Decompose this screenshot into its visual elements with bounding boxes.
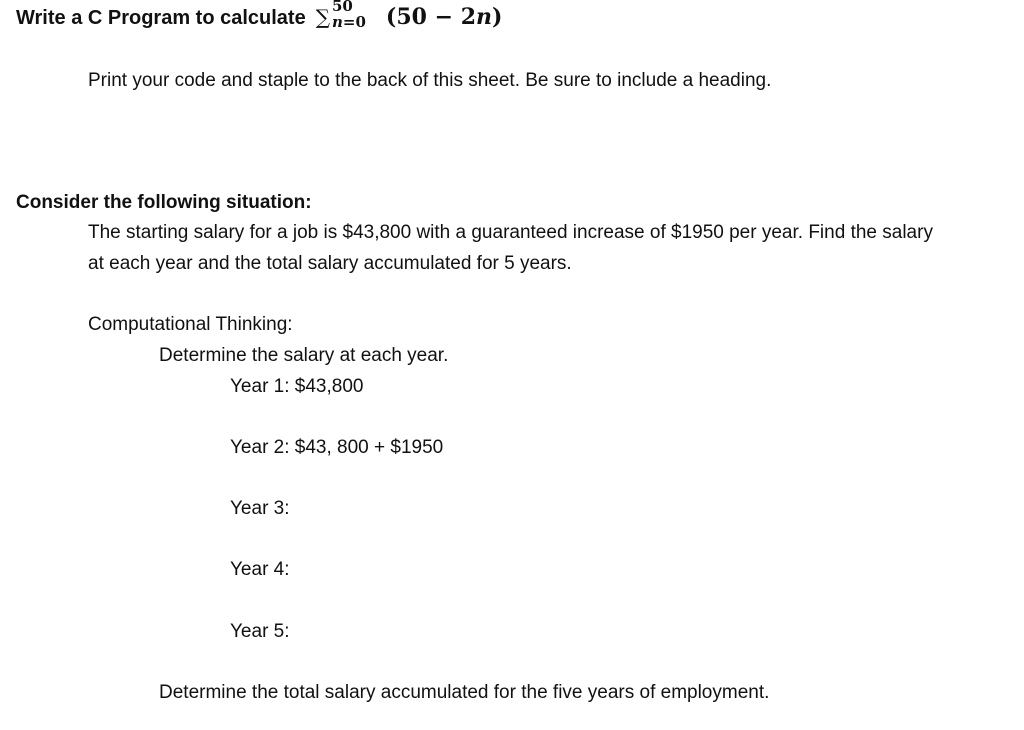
summation-formula	[315, 0, 366, 31]
year-3-line: Year 3:	[230, 498, 290, 519]
summand-close: )	[492, 4, 503, 30]
summand-open: (50 − 2	[385, 4, 477, 30]
year-1-line: Year 1: $43,800	[230, 376, 364, 397]
summand-variable: n	[476, 4, 493, 30]
instruction-text: Print your code and staple to the back of this sheet. Be sure to include a heading.	[88, 70, 772, 91]
summation-limits	[332, 0, 366, 31]
summation-index-start: =0	[342, 12, 366, 31]
summation-lower-limit	[332, 12, 366, 31]
computational-thinking-title: Computational Thinking:	[88, 314, 293, 335]
situation-line-2: at each year and the total salary accumulated for 5 years.	[88, 253, 572, 274]
problem-lead-text: Write a C Program to calculate	[16, 7, 306, 29]
year-5-line: Year 5:	[230, 621, 290, 642]
summation-index-variable: n	[332, 12, 343, 31]
year-4-line: Year 4:	[230, 559, 290, 580]
problem-heading	[16, 0, 503, 31]
summand-expression	[386, 4, 503, 30]
situation-heading: Consider the following situation:	[16, 192, 312, 213]
determine-total-text: Determine the total salary accumulated for the five years of employment.	[159, 682, 770, 703]
determine-each-year-text: Determine the salary at each year.	[159, 345, 449, 366]
year-2-line: Year 2: $43, 800 + $1950	[230, 437, 444, 458]
situation-line-1: The starting salary for a job is $43,800 with a guaranteed increase of $1950 per year. Find the salary	[88, 222, 933, 243]
summation-upper-limit: 50	[332, 0, 353, 15]
sigma-symbol: ∑	[315, 5, 330, 29]
